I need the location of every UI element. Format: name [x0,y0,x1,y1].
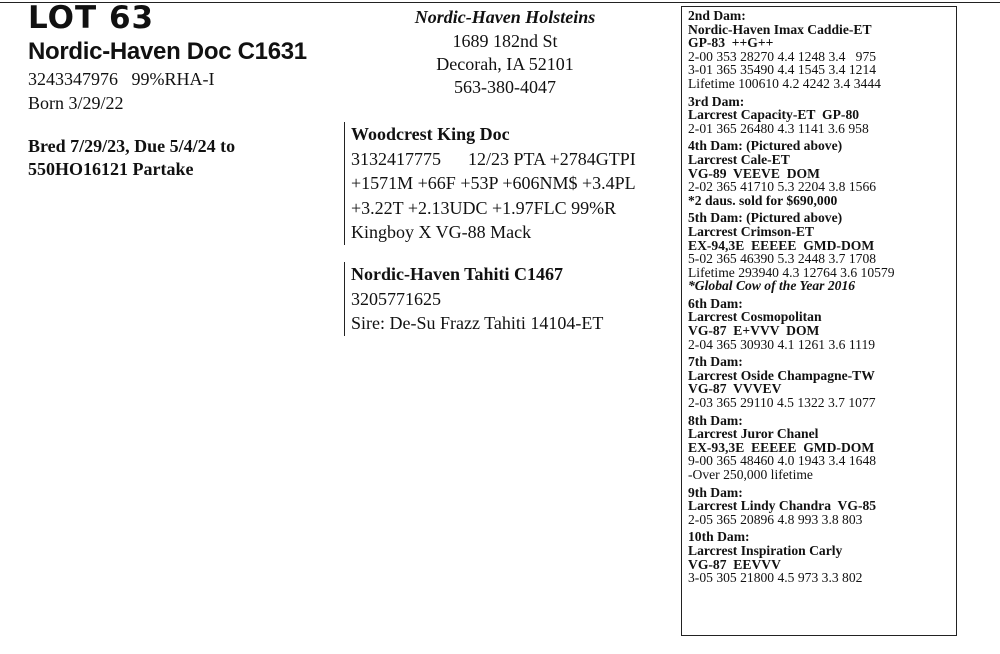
dam-text-line: 3rd Dam: [688,93,745,109]
sire-line: +3.22T +2.13UDC +1.97FLC 99%R [351,197,617,218]
dam-text-line: GP-83 ++G++ [688,35,774,51]
dam-entry [688,486,952,527]
sire-name: Woodcrest King Doc [351,124,510,144]
dam-text-line: VG-87 VVVEV [688,381,782,397]
dam-text-line: 3-05 305 21800 4.5 973 3.3 802 [688,570,863,586]
dam-entry [688,355,952,409]
dam-entry [688,95,952,136]
dam-text-line: *Global Cow of the Year 2016 [688,278,856,294]
dam-text-line: 9-00 365 48460 4.0 1943 3.4 1648 [688,453,877,469]
animal-name: Nordic-Haven Doc C1631 [28,38,307,65]
dam-text-line: 2-05 365 20896 4.8 993 3.8 803 [688,511,863,527]
consignor-city: Decorah, IA 52101 [436,54,574,74]
dam-entry [688,297,952,351]
dam-text-line: 6th Dam: [688,295,743,311]
dam-text-line: Lifetime 293940 4.3 12764 3.6 10579 [688,264,895,280]
dam-text-line: 5th Dam: (Pictured above) [688,210,843,226]
dam-line: 3205771625 [351,288,441,309]
breeding-line-2: 550HO16121 Partake [28,159,194,179]
consignor-phone: 563-380-4047 [454,77,556,97]
dam-text-line: Larcrest Capacity-ET GP-80 [688,107,860,123]
dam-text-line: VG-87 EEVVV [688,556,781,572]
dam-text-line: EX-93,3E EEEEE GMD-DOM [688,439,875,455]
dam-text-line: 2-03 365 29110 4.5 1322 3.7 1077 [688,395,876,411]
dam-text-line: 2-02 365 41710 5.3 2204 3.8 1566 [688,179,877,195]
dam-name: Nordic-Haven Tahiti C1467 [351,264,564,284]
dam-text-line: VG-87 E+VVV DOM [688,323,820,339]
dam-text-line: *2 daus. sold for $690,000 [688,192,838,208]
dam-entry [688,211,952,293]
dam-text-line: Larcrest Cosmopolitan [688,309,822,325]
dam-entry [688,9,952,91]
dam-text-line: 7th Dam: [688,354,743,370]
dam-text-line: 5-02 365 46390 5.3 2448 3.7 1708 [688,251,877,267]
consignor-street: 1689 182nd St [452,31,558,51]
dam-text-line: -Over 250,000 lifetime [688,467,813,482]
dam-text-line: 4th Dam: (Pictured above) [688,138,843,154]
dam-text-line: EX-94,3E EEEEE GMD-DOM [688,237,875,253]
dam-text-line: VG-89 VEEVE DOM [688,165,820,181]
sire-line: +1571M +66F +53P +606NM$ +3.4PL [351,173,636,193]
dam-text-line: 8th Dam: [688,412,743,428]
dam-entry [688,530,952,584]
registration-line: 3243347976 99%RHA-I [28,69,215,89]
breeding-line-1: Bred 7/29/23, Due 5/4/24 to [28,136,236,156]
dam-text-line: Larcrest Crimson-ET [688,223,814,239]
dam-text-line: 9th Dam: [688,484,743,500]
sire-line: Kingboy X VG-88 Mack [351,222,532,242]
dam-text-line: Larcrest Cale-ET [688,151,790,167]
dam-text-line: Nordic-Haven Imax Caddie-ET [688,21,872,37]
maternal-pedigree-box [681,6,957,636]
dam-text-line: 2-04 365 30930 4.1 1261 3.6 1119 [688,336,876,352]
dam-text-line: Larcrest Oside Champagne-TW [688,367,875,383]
breeding-info [28,135,235,181]
dam-line: Sire: De-Su Frazz Tahiti 14104-ET [351,313,604,333]
dam-text-line: 3-01 365 35490 4.4 1545 3.4 1214 [688,62,877,78]
dam-text-line: Larcrest Lindy Chandra VG-85 [688,498,877,514]
dam-entry [688,139,952,207]
sire-block [344,122,636,245]
dam-text-line: 10th Dam: [688,529,750,545]
consignor-name: Nordic-Haven Holsteins [414,7,596,27]
dam-text-line: Larcrest Inspiration Carly [688,542,843,558]
dam-text-line: 2-01 365 26480 4.3 1141 3.6 958 [688,120,869,136]
dam-text-line: 2-00 353 28270 4.4 1248 3.4 975 [688,48,877,64]
lot-number: LOT 63 [28,0,155,36]
dam-text-line: 2nd Dam: [688,8,746,23]
dam-entry [688,414,952,482]
dam-text-line: Lifetime 100610 4.2 4242 3.4 3444 [688,75,881,91]
birth-date: Born 3/29/22 [28,93,124,113]
sire-line: 3132417775 12/23 PTA +2784GTPI [351,148,636,169]
dam-block [344,262,603,336]
dam-text-line: Larcrest Juror Chanel [688,426,819,442]
